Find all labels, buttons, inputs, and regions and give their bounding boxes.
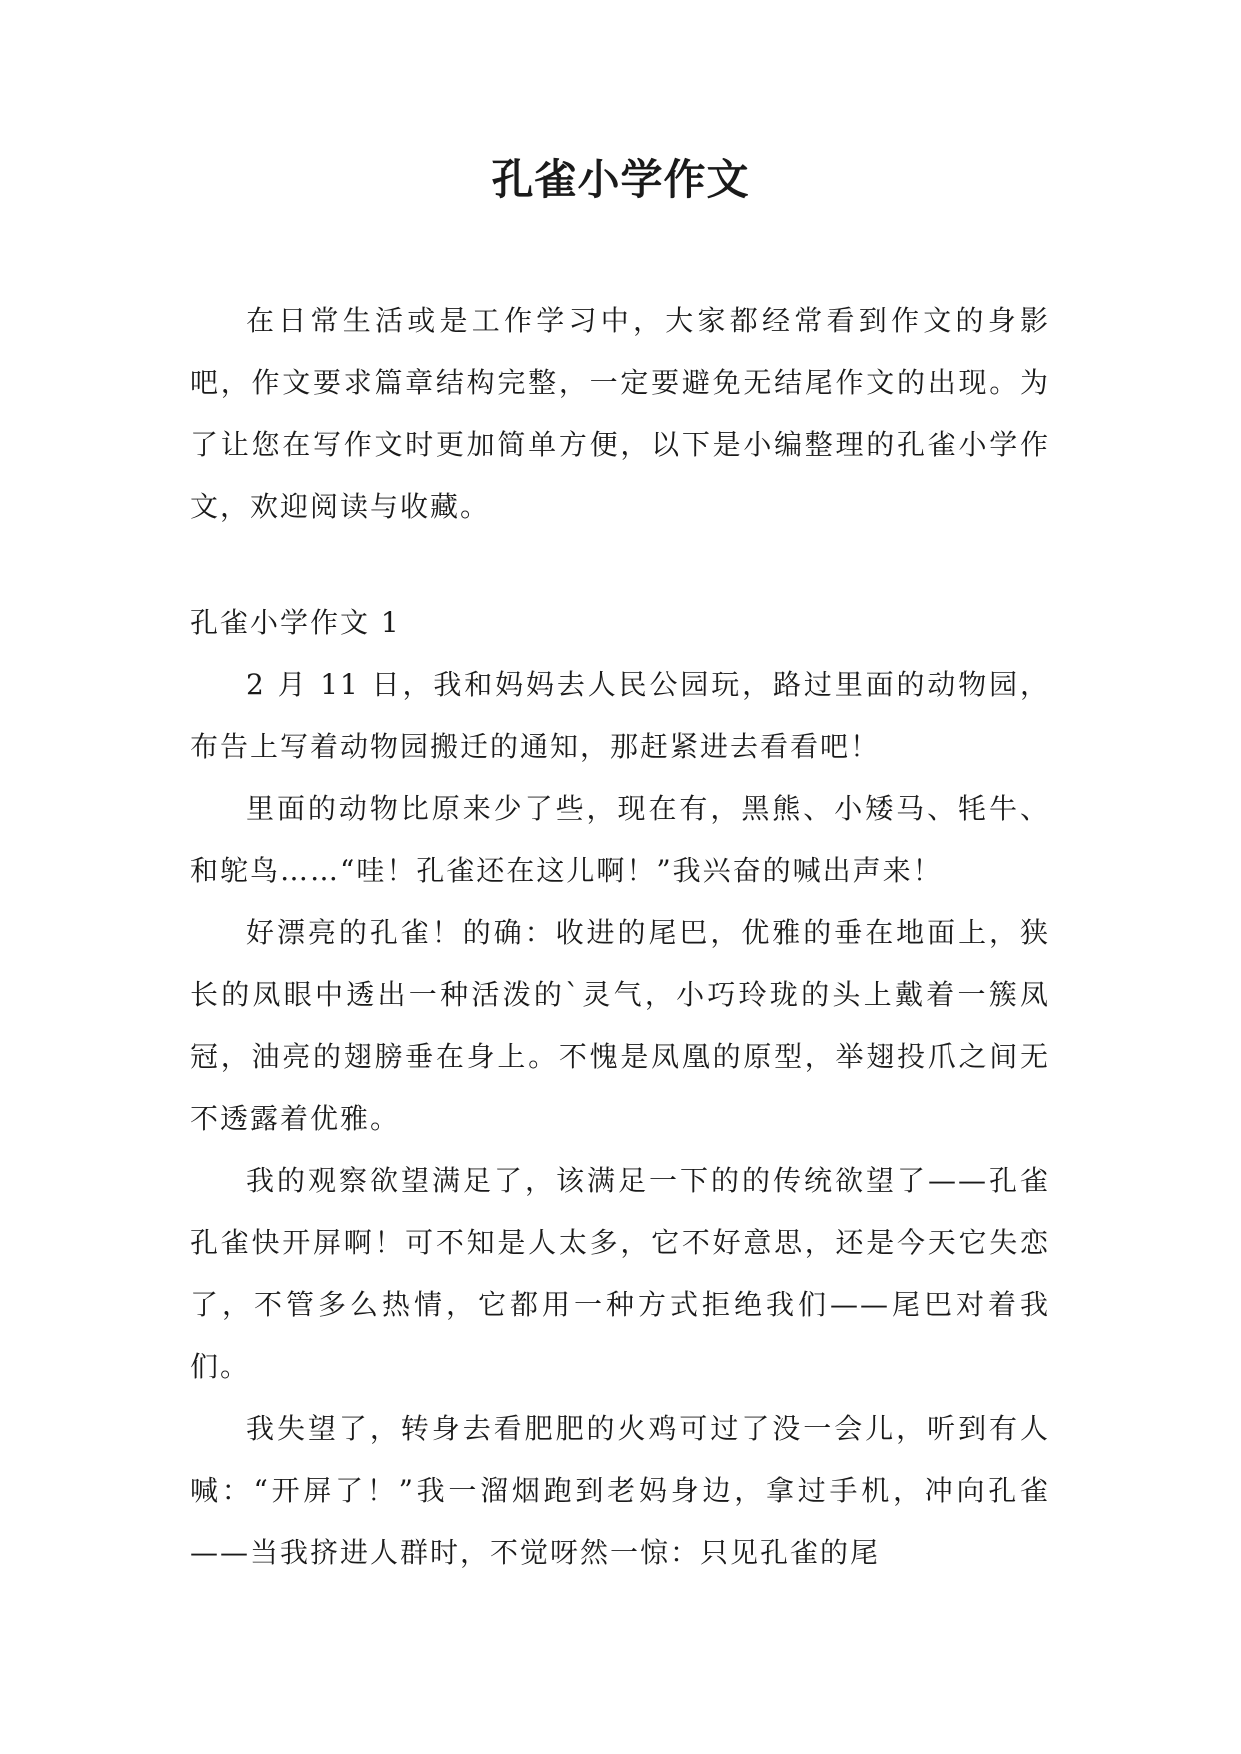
body-paragraph: 里面的动物比原来少了些，现在有，黑熊、小矮马、牦牛、和鸵鸟……“哇！孔雀还在这儿啊！”我兴奋的喊出声来！ (190, 792, 1050, 887)
body-paragraph: 我失望了，转身去看肥肥的火鸡可过了没一会儿，听到有人喊：“开屏了！”我一溜烟跑到老妈身边，拿过手机，冲向孔雀——当我挤进人群时，不觉呀然一惊：只见孔雀的尾 (190, 1412, 1050, 1569)
intro-paragraph: 在日常生活或是工作学习中，大家都经常看到作文的身影吧，作文要求篇章结构完整，一定要避免无结尾作文的出现。为了让您在写作文时更加简单方便，以下是小编整理的孔雀小学作文，欢迎阅读与收藏。 (190, 304, 1050, 523)
section-heading: 孔雀小学作文 1 (190, 606, 401, 639)
document-body (190, 290, 1050, 1584)
body-paragraph: 2 月 11 日，我和妈妈去人民公园玩，路过里面的动物园，布告上写着动物园搬迁的通知，那赶紧进去看看吧！ (190, 668, 1050, 763)
body-paragraph: 好漂亮的孔雀！的确：收进的尾巴，优雅的垂在地面上，狭长的凤眼中透出一种活泼的`灵气，小巧玲珑的头上戴着一簇凤冠，油亮的翅膀垂在身上。不愧是凤凰的原型，举翅投爪之间无不透露着优雅。 (190, 916, 1050, 1135)
body-paragraph: 我的观察欲望满足了，该满足一下的的传统欲望了——孔雀孔雀快开屏啊！可不知是人太多，它不好意思，还是今天它失恋了，不管多么热情，它都用一种方式拒绝我们——尾巴对着我们。 (190, 1164, 1050, 1383)
document-title: 孔雀小学作文 (491, 155, 750, 204)
